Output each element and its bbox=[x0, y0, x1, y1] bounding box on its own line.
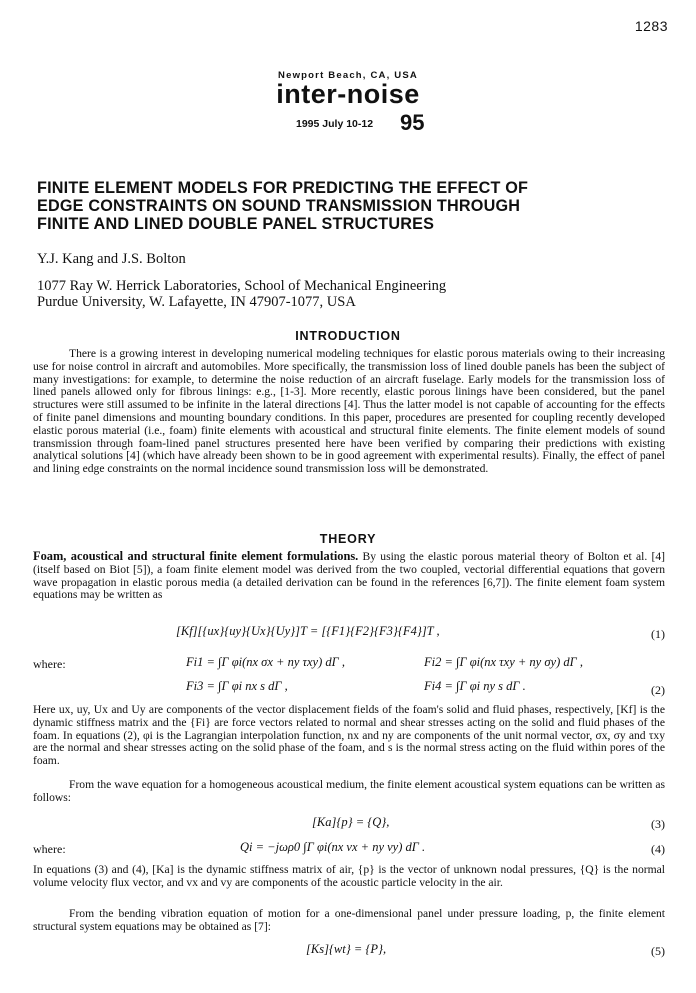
affiliation bbox=[37, 278, 446, 310]
theory-paragraph-3: From the wave equation for a homogeneous acoustical medium, the finite element acoustical system equations can be written as follows: bbox=[33, 778, 665, 804]
equation-4-number: (4) bbox=[651, 842, 665, 856]
equation-3-number: (3) bbox=[651, 817, 665, 831]
paper-title bbox=[37, 179, 667, 233]
equation-2a: Fi1 = ∫Γ φi(nx σx + ny τxy) dΓ , bbox=[186, 655, 345, 669]
theory-subheading: Foam, acoustical and structural finite element formulations. bbox=[33, 549, 359, 563]
introduction-heading: INTRODUCTION bbox=[295, 329, 401, 343]
theory-paragraph-1 bbox=[33, 550, 665, 602]
equation-1: [Kf][{ux}{uy}{Ux}{Uy}]T = [{F1}{F2}{F3}{F4}]T , bbox=[176, 624, 440, 638]
equation-2b: Fi2 = ∫Γ φi(nx τxy + ny σy) dΓ , bbox=[424, 655, 583, 669]
equation-4: Qi = −jωρ0 ∫Γ φi(nx vx + ny vy) dΓ . bbox=[240, 840, 426, 854]
conference-location: Newport Beach, CA, USA bbox=[278, 70, 418, 81]
equation-3: [Ka]{p} = {Q}, bbox=[312, 815, 390, 829]
theory-paragraph-2: Here ux, uy, Ux and Uy are components of the vector displacement fields of the foam's solid and fluid phases, respectively, [Kf] is the dynamic stiffness matrix and the {Fi} are force vectors related to normal and shear stresses acting on the solid and fluid phases of the foam. In equations (2), φi is the Lagrangian interpolation function, nx and ny are components of the unit normal vector, σx, σy and τxy are the normal and shear stresses acting on the solid phase of the foam, and s is the normal stress acting on the fluid within pores of the foam. bbox=[33, 703, 665, 768]
affiliation-line: Purdue University, W. Lafayette, IN 47907-1077, USA bbox=[37, 294, 356, 310]
equation-1-number: (1) bbox=[651, 627, 665, 641]
affiliation-line: 1077 Ray W. Herrick Laboratories, School of Mechanical Engineering bbox=[37, 278, 447, 294]
conference-year: 95 bbox=[400, 110, 425, 135]
page-number: 1283 bbox=[634, 18, 668, 34]
title-line: FINITE ELEMENT MODELS FOR PREDICTING THE EFFECT OF bbox=[37, 179, 529, 197]
theory-paragraph-4: In equations (3) and (4), [Ka] is the dynamic stiffness matrix of air, {p} is the vector of unknown nodal pressures, {Q} is the normal volume velocity flux vector, and vx and vy are components of the acoustic particle velocity in the air. bbox=[33, 863, 665, 889]
where-label-1: where: bbox=[33, 657, 66, 671]
equation-2c: Fi3 = ∫Γ φi nx s dΓ , bbox=[186, 679, 288, 693]
theory-paragraph-5: From the bending vibration equation of motion for a one-dimensional panel under pressure loading, p, the finite element structural system equations may be obtained as [7]: bbox=[33, 907, 665, 933]
equation-2-number: (2) bbox=[651, 683, 665, 697]
conference-dates: 1995 July 10-12 bbox=[296, 118, 374, 130]
equation-5-number: (5) bbox=[651, 944, 665, 958]
theory-heading: THEORY bbox=[319, 532, 377, 546]
authors: Y.J. Kang and J.S. Bolton bbox=[37, 251, 186, 267]
title-line: EDGE CONSTRAINTS ON SOUND TRANSMISSION THROUGH bbox=[37, 197, 521, 215]
title-line: FINITE AND LINED DOUBLE PANEL STRUCTURES bbox=[37, 215, 435, 233]
introduction-paragraph: There is a growing interest in developing numerical modeling techniques for elastic porous materials owing to their increasing use for noise control in aircraft and automobiles. More specifically, the transmission loss of lined double panels has been the subject of many investigations: for example, to determine the noise reduction of an aircraft fuselage. Early models for the transmission loss of lined panels allowed only for fibrous linings: e.g., [1-3]. More recently, elastic porous linings have been considered, but the panel structures were still assumed to be infinite in the lateral directions [4]. Thus the latter model is not capable of accounting for the effects of finite panel dimensions and mounting boundary conditions. In this paper, procedures are presented for coupling recently developed elastic porous material (i.e., foam) finite elements with acoustical and structural finite elements. The finite element models of sound transmission through foam-lined panel structures presented here have been verified by comparing their predictions with existing analytical solutions [4] (which have already been shown to be in good agreement with experimental results). Finally, the effect of panel and lining edge constraints on the normal incidence sound transmission loss will be demonstrated. bbox=[33, 347, 665, 476]
where-label-2: where: bbox=[33, 842, 66, 856]
theory-paragraph-1-text: By using the elastic porous material theory of Bolton et al. [4] (itself based on Biot [5]), a foam finite element model was derived from the two coupled, vectorial differential equations that govern wave propagation in elastic porous media (a detailed derivation can be found in the references [6,7]). The finite element foam system equations may be written as bbox=[33, 550, 665, 602]
equation-2d: Fi4 = ∫Γ φi ny s dΓ . bbox=[424, 679, 526, 693]
conference-logo: inter-noise bbox=[276, 79, 420, 109]
equation-5: [Ks]{wt} = {P}, bbox=[306, 942, 387, 956]
